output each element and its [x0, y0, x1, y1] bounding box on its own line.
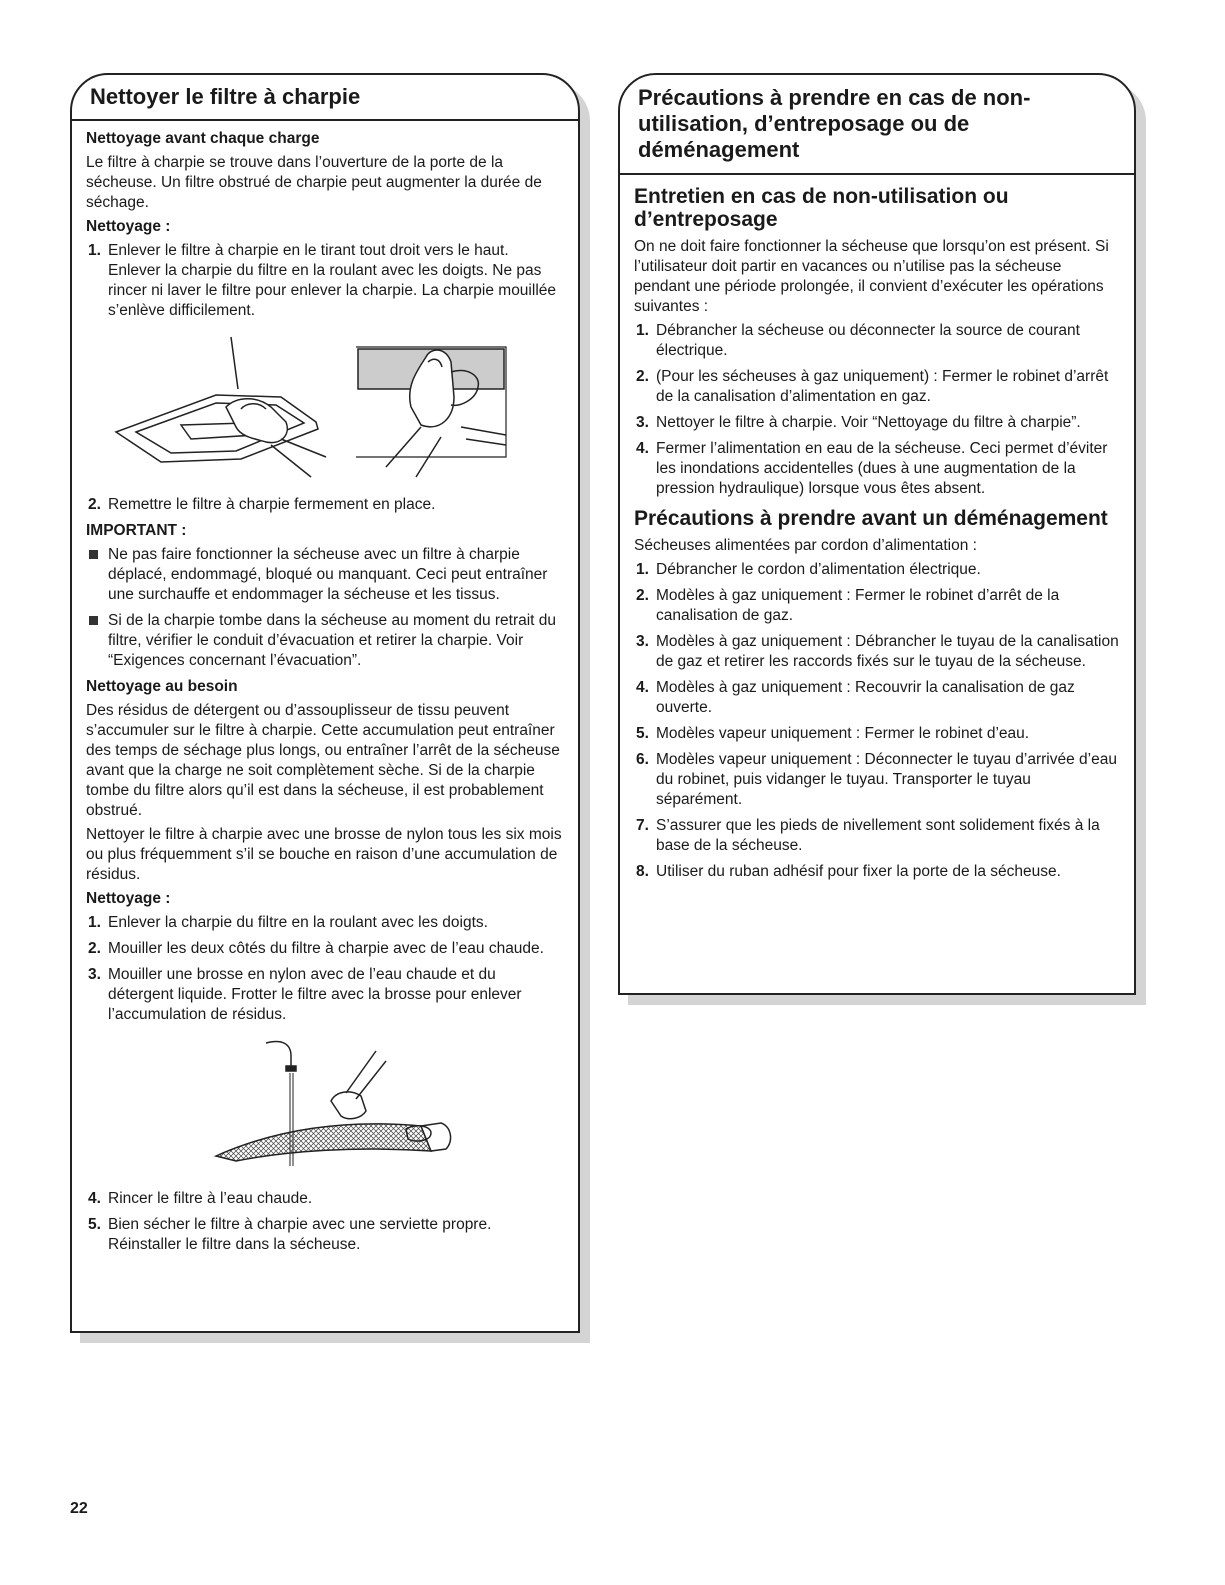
list-item — [86, 241, 564, 321]
step-number: 4. — [88, 1190, 101, 1207]
section-heading: Nettoyage au besoin — [86, 678, 238, 695]
list-item — [634, 367, 1120, 407]
list-item — [86, 913, 564, 933]
filter-washing-illustration — [86, 1031, 564, 1181]
list-item — [86, 611, 564, 671]
step-number: 1. — [636, 561, 649, 578]
step-text: Modèles vapeur uniquement : Fermer le robinet d’eau. — [656, 725, 1030, 742]
step-text: Mouiller les deux côtés du filtre à charpie avec de l’eau chaude. — [108, 940, 544, 957]
step-number: 4. — [636, 440, 649, 457]
step-text: S’assurer que les pieds de nivellement sont solidement fixés à la base de la sécheuse. — [656, 817, 1100, 854]
panel-title: Nettoyer le filtre à charpie — [90, 84, 361, 109]
step-text: Modèles à gaz uniquement : Recouvrir la canalisation de gaz ouverte. — [656, 679, 1075, 716]
step-number: 6. — [636, 751, 649, 768]
list-item — [634, 750, 1120, 810]
step-text: Rincer le filtre à l’eau chaude. — [108, 1190, 313, 1207]
list-item — [634, 586, 1120, 626]
steps-list — [86, 495, 564, 515]
list-item — [86, 1215, 564, 1255]
list-item — [86, 965, 564, 1025]
paragraph: On ne doit faire fonctionner la sécheuse que lorsqu’on est présent. Si l’utilisateur doit partir en vacances ou n’utilise pas la sécheuse pendant une période prolongée, il convient d’exécuter les opérations suivantes : — [634, 238, 1109, 315]
list-item — [634, 816, 1120, 856]
list-item — [86, 939, 564, 959]
page-number: 22 — [70, 1500, 88, 1517]
paragraph: Sécheuses alimentées par cordon d’alimentation : — [634, 537, 977, 554]
step-number: 4. — [636, 679, 649, 696]
step-text: Bien sécher le filtre à charpie avec une serviette propre. Réinstaller le filtre dans la sécheuse. — [108, 1216, 492, 1253]
steps-list — [634, 321, 1120, 499]
step-text: Mouiller une brosse en nylon avec de l’eau chaude et du détergent liquide. Frotter le filtre avec la brosse pour enlever l’accumulation de résidus. — [108, 966, 522, 1023]
paragraph: Des résidus de détergent ou d’assouplisseur de tissu peuvent s’accumuler sur le filtre à charpie. Cette accumulation peut entraîner des temps de séchage plus longs, ou entraîner l’arrêt de la sécheuse avant que la charge ne soit complètement sèche. Si de la charpie tombe du filtre alors qu’il est dans la sécheuse, il est probablement obstrué. — [86, 702, 560, 819]
paragraph: Le filtre à charpie se trouve dans l’ouverture de la porte de la sécheuse. Un filtre obstrué de charpie peut augmenter la durée de séchage. — [86, 154, 542, 211]
step-number: 2. — [636, 368, 649, 385]
step-number: 7. — [636, 817, 649, 834]
section-heading: Précautions à prendre avant un déménagement — [634, 507, 1108, 530]
lint-filter-panel — [70, 73, 580, 1333]
lint-filter-removal-illustration — [86, 327, 564, 487]
step-number: 3. — [88, 966, 101, 983]
step-number: 3. — [636, 414, 649, 431]
step-number: 2. — [88, 940, 101, 957]
steps-list — [634, 560, 1120, 882]
list-item — [634, 413, 1120, 433]
step-text: Fermer l’alimentation en eau de la sécheuse. Ceci permet d’éviter les inondations accidentelles (dues à une augmentation de la pression hydraulique) lorsque vous êtes absent. — [656, 440, 1108, 497]
step-number: 5. — [88, 1216, 101, 1233]
filter-washing-drawing — [86, 1031, 566, 1181]
step-text: Utiliser du ruban adhésif pour fixer la porte de la sécheuse. — [656, 863, 1061, 880]
step-number: 2. — [636, 587, 649, 604]
section-heading: Entretien en cas de non-utilisation ou d’entreposage — [634, 185, 1009, 231]
step-number: 3. — [636, 633, 649, 650]
bullet-icon — [89, 550, 98, 559]
list-item — [634, 724, 1120, 744]
section-heading: Nettoyage avant chaque charge — [86, 130, 320, 147]
item-text: Si de la charpie tombe dans la sécheuse au moment du retrait du filtre, vérifier le conduit d’évacuation et retirer la charpie. Voir “Exigences concernant l’évacuation”. — [108, 612, 557, 669]
step-text: Modèles vapeur uniquement : Déconnecter le tuyau d’arrivée d’eau du robinet, puis vidanger le tuyau. Transporter le tuyau séparément. — [656, 751, 1117, 808]
step-text: Modèles à gaz uniquement : Fermer le robinet d’arrêt de la canalisation de gaz. — [656, 587, 1060, 624]
step-text: Remettre le filtre à charpie fermement en place. — [108, 496, 436, 513]
step-text: Enlever le filtre à charpie en le tirant tout droit vers le haut. Enlever la charpie du filtre en la roulant avec les doigts. Ne pas rincer ni laver le filtre pour enlever la charpie. La charpie mouillée s’enlève difficilement. — [108, 242, 557, 319]
step-number: 5. — [636, 725, 649, 742]
filter-pull-drawing — [86, 327, 566, 487]
panel-title: Précautions à prendre en cas de non-utilisation, d’entreposage ou de déménagement — [638, 85, 1031, 162]
subheading: Nettoyage : — [86, 890, 171, 907]
bullet-icon — [89, 616, 98, 625]
list-item — [634, 632, 1120, 672]
important-list — [86, 545, 564, 671]
list-item — [86, 1189, 564, 1209]
step-number: 2. — [88, 496, 101, 513]
title-divider — [72, 119, 578, 121]
list-item — [634, 678, 1120, 718]
list-item — [86, 545, 564, 605]
subheading: Nettoyage : — [86, 218, 171, 235]
step-text: Nettoyer le filtre à charpie. Voir “Nettoyage du filtre à charpie”. — [656, 414, 1081, 431]
step-text: (Pour les sécheuses à gaz uniquement) : Fermer le robinet d’arrêt de la canalisation d’alimentation en gaz. — [656, 368, 1109, 405]
steps-list — [86, 913, 564, 1025]
step-number: 8. — [636, 863, 649, 880]
step-text: Modèles à gaz uniquement : Débrancher le tuyau de la canalisation de gaz et retirer les raccords fixés sur le tuyau de la sécheuse. — [656, 633, 1119, 670]
precautions-panel — [618, 73, 1136, 995]
step-text: Enlever la charpie du filtre en la roulant avec les doigts. — [108, 914, 488, 931]
step-number: 1. — [636, 322, 649, 339]
item-text: Ne pas faire fonctionner la sécheuse avec un filtre à charpie déplacé, endommagé, bloqué ou manquant. Ceci peut entraîner une surchauffe et endommager la sécheuse et les tissus. — [108, 546, 548, 603]
important-label: IMPORTANT : — [86, 522, 187, 539]
paragraph: Nettoyer le filtre à charpie avec une brosse de nylon tous les six mois ou plus fréquemment s’il se bouche en raison d’une accumulation de résidus. — [86, 826, 562, 883]
step-text: Débrancher le cordon d’alimentation électrique. — [656, 561, 981, 578]
list-item — [634, 321, 1120, 361]
list-item — [634, 439, 1120, 499]
lint-filter-content — [86, 127, 564, 1261]
step-number: 1. — [88, 242, 101, 259]
step-text: Débrancher la sécheuse ou déconnecter la source de courant électrique. — [656, 322, 1080, 359]
list-item — [634, 862, 1120, 882]
precautions-content — [634, 177, 1120, 888]
list-item — [86, 495, 564, 515]
title-divider — [620, 173, 1134, 175]
steps-list — [86, 241, 564, 321]
list-item — [634, 560, 1120, 580]
steps-list — [86, 1189, 564, 1255]
step-number: 1. — [88, 914, 101, 931]
